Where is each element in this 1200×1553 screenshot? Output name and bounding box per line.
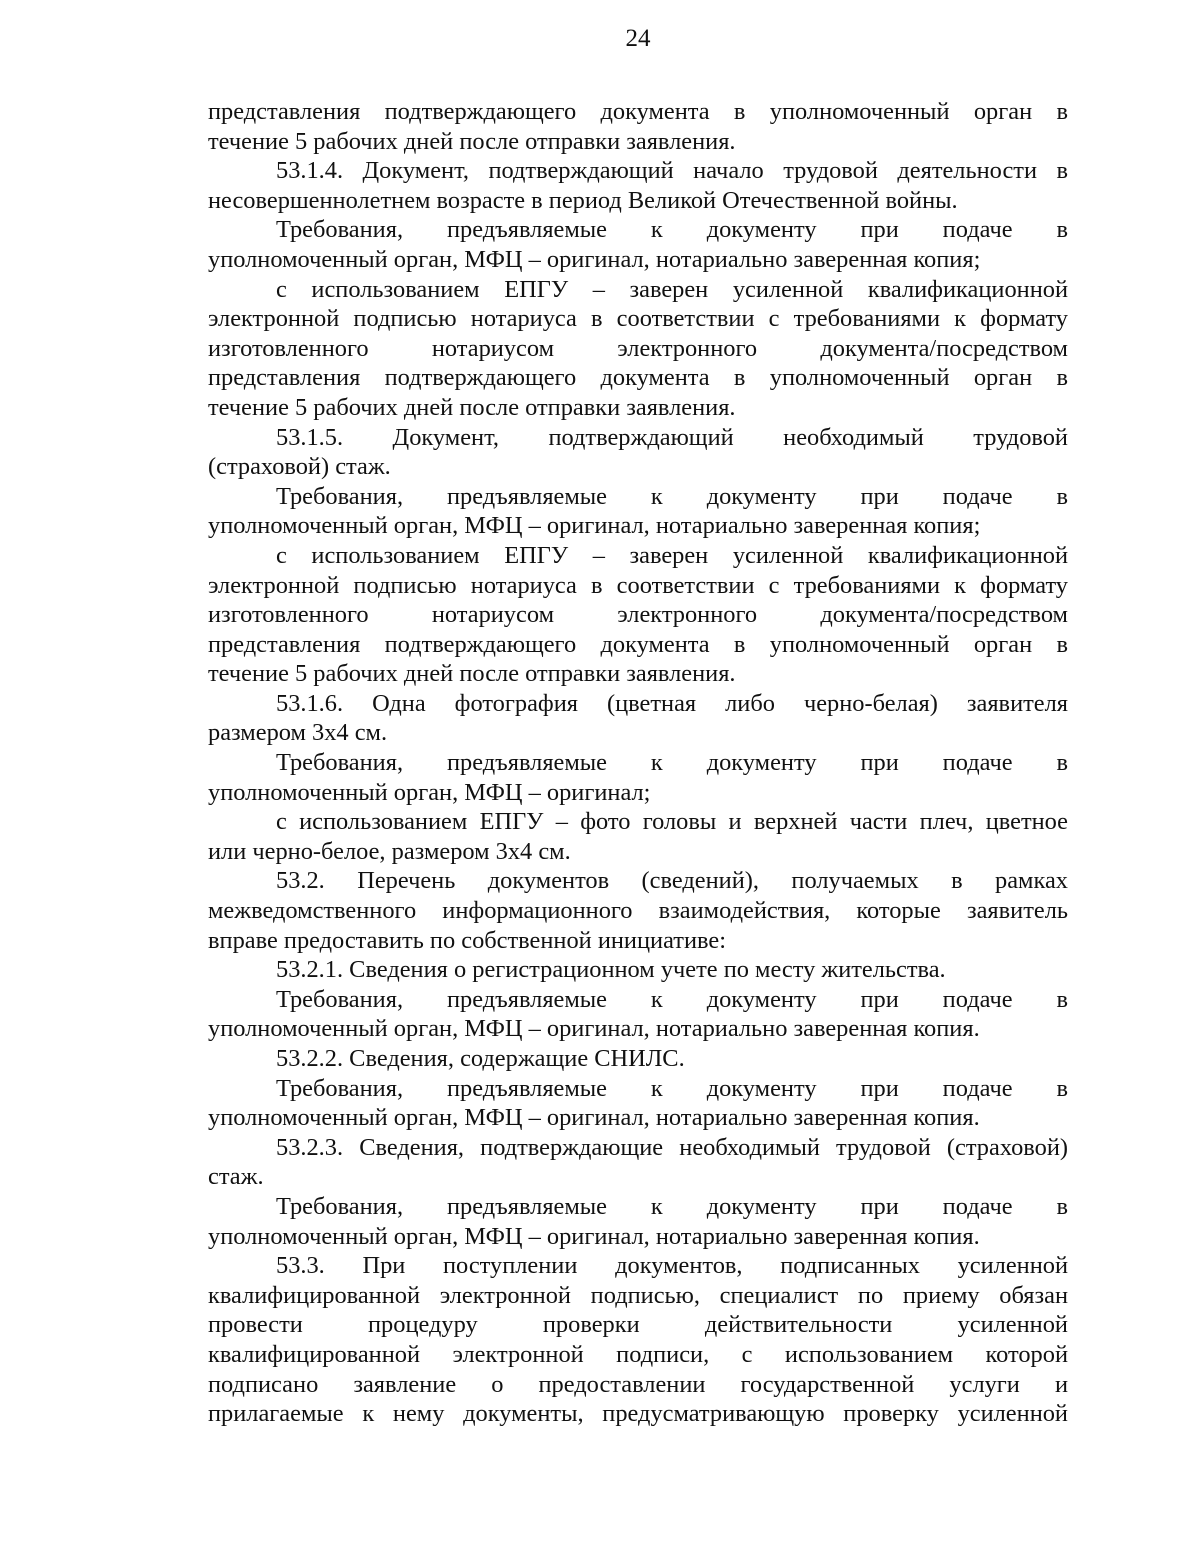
document-body: [208, 97, 1068, 1429]
text-line: электронной подписью нотариуса в соответствии с требованиями к формату: [208, 571, 1068, 599]
text-line: Требования, предъявляемые к документу при подаче в: [276, 1192, 1068, 1220]
text-line: 53.1.4. Документ, подтверждающий начало трудовой деятельности в: [276, 157, 1068, 185]
text-line: течение 5 рабочих дней после отправки заявления.: [208, 660, 736, 688]
text-line: представления подтверждающего документа в уполномоченный орган в: [208, 364, 1068, 392]
paragraph: [208, 807, 1068, 866]
text-line: уполномоченный орган, МФЦ – оригинал, нотариально заверенная копия;: [208, 512, 981, 540]
paragraph: [208, 1192, 1068, 1251]
paragraph: [208, 1133, 1068, 1192]
text-line: 53.2.3. Сведения, подтверждающие необходимый трудовой (страховой): [276, 1133, 1068, 1161]
text-line: электронной подписью нотариуса в соответствии с требованиями к формату: [208, 305, 1068, 333]
text-line: с использованием ЕПГУ – заверен усиленной квалификационной: [276, 541, 1068, 569]
text-line: Требования, предъявляемые к документу при подаче в: [276, 1074, 1068, 1102]
text-line: 53.3. При поступлении документов, подписанных усиленной: [276, 1252, 1068, 1280]
text-line: с использованием ЕПГУ – фото головы и верхней части плеч, цветное: [276, 808, 1068, 836]
text-line: с использованием ЕПГУ – заверен усиленной квалификационной: [276, 275, 1068, 303]
text-line: Требования, предъявляемые к документу при подаче в: [276, 985, 1068, 1013]
text-line: провести процедуру проверки действительности усиленной: [208, 1311, 1068, 1339]
page-number: 24: [625, 25, 651, 52]
text-line: течение 5 рабочих дней после отправки заявления.: [208, 127, 736, 155]
text-line: 53.2.2. Сведения, содержащие СНИЛС.: [276, 1045, 685, 1072]
paragraph: [208, 748, 1068, 807]
paragraph: [208, 955, 1068, 985]
paragraph: [208, 689, 1068, 748]
text-line: Требования, предъявляемые к документу при подаче в: [276, 216, 1068, 244]
paragraph: [208, 1251, 1068, 1429]
text-line: уполномоченный орган, МФЦ – оригинал;: [208, 778, 651, 806]
text-line: размером 3х4 см.: [208, 719, 388, 747]
paragraph: [208, 482, 1068, 541]
paragraph: [208, 423, 1068, 482]
text-line: уполномоченный орган, МФЦ – оригинал, нотариально заверенная копия.: [208, 1104, 980, 1132]
text-line: 53.1.6. Одна фотография (цветная либо черно-белая) заявителя: [276, 689, 1068, 717]
text-line: 53.2. Перечень документов (сведений), получаемых в рамках: [276, 867, 1068, 895]
text-line: несовершеннолетнем возрасте в период Великой Отечественной войны.: [208, 186, 958, 214]
text-line: 53.1.5. Документ, подтверждающий необходимый трудовой: [276, 423, 1068, 451]
text-line: стаж.: [208, 1163, 264, 1191]
text-line: уполномоченный орган, МФЦ – оригинал, нотариально заверенная копия;: [208, 245, 981, 273]
paragraph: [208, 275, 1068, 423]
text-line: течение 5 рабочих дней после отправки заявления.: [208, 393, 736, 421]
paragraph: [208, 97, 1068, 156]
text-line: межведомственного информационного взаимодействия, которые заявитель: [208, 897, 1068, 925]
paragraph: [208, 215, 1068, 274]
paragraph: [208, 541, 1068, 689]
text-line: квалифицированной электронной подписи, с использованием которой: [208, 1340, 1068, 1368]
text-line: Требования, предъявляемые к документу при подаче в: [276, 749, 1068, 777]
text-line: прилагаемые к нему документы, предусматривающую проверку усиленной: [208, 1400, 1068, 1428]
paragraph: [208, 866, 1068, 955]
paragraph: [208, 1044, 1068, 1074]
text-line: уполномоченный орган, МФЦ – оригинал, нотариально заверенная копия.: [208, 1015, 980, 1043]
paragraph: [208, 985, 1068, 1044]
text-line: или черно-белое, размером 3х4 см.: [208, 837, 571, 865]
text-line: представления подтверждающего документа в уполномоченный орган в: [208, 630, 1068, 658]
text-line: изготовленного нотариусом электронного документа/посредством: [208, 334, 1068, 362]
text-line: уполномоченный орган, МФЦ – оригинал, нотариально заверенная копия.: [208, 1222, 980, 1250]
text-line: подписано заявление о предоставлении государственной услуги и: [208, 1370, 1068, 1398]
text-line: (страховой) стаж.: [208, 453, 391, 481]
paragraph: [208, 156, 1068, 215]
text-line: вправе предоставить по собственной инициативе:: [208, 926, 726, 954]
text-line: Требования, предъявляемые к документу при подаче в: [276, 482, 1068, 510]
text-line: квалифицированной электронной подписью, специалист по приему обязан: [208, 1281, 1068, 1309]
text-line: 53.2.1. Сведения о регистрационном учете по месту жительства.: [276, 956, 946, 984]
text-line: изготовленного нотариусом электронного документа/посредством: [208, 601, 1068, 629]
text-line: представления подтверждающего документа в уполномоченный орган в: [208, 98, 1068, 125]
paragraph: [208, 1074, 1068, 1133]
